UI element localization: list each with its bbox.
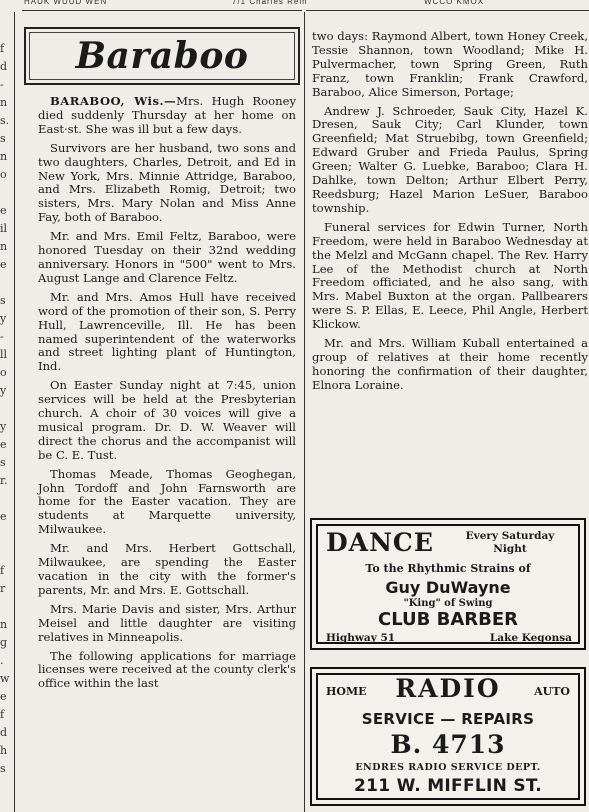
gutter-fragment: n [0,150,8,163]
paragraph-text: Mrs. Marie Davis and sister, Mrs. Arthur Meisel and little daughter are visiting relatives in Minneapolis. [38,601,296,644]
radio-right-tag: AUTO [534,685,570,698]
article-paragraph [38,95,296,137]
gutter-fragment: y [0,312,7,325]
radio-address: 211 W. MIFFLIN ST. [353,776,543,796]
gutter-fragment: y [0,420,7,433]
gutter-fragment: e [0,510,7,523]
paragraph-text: two days: Raymond Albert, town Honey Creek, Tessie Shannon, town Woodland; Mike H. Pulvermacher, town Spring Green, Ruth Franz, town Franklin; Frank Crawford, Baraboo, Alice Simerson, Portage; [312,29,588,99]
paragraph-text: Mr. and Mrs. Herbert Gottschall, Milwaukee, are spending the Easter vacation in the city with the former's parents, Mr. and Mrs. E. Gottschall. [38,541,296,597]
header-fragment: 7/1 Charles Rein [232,0,308,6]
dance-lake: Lake Kegonsa [489,632,572,644]
header-fragment: HAUK WUUD WEN [24,0,108,6]
dance-schedule: Every Saturday Night [465,530,555,555]
article-paragraph [38,142,296,225]
gutter-fragment: o [0,168,7,181]
header-strip [24,0,584,9]
article-paragraph [312,30,588,100]
paragraph-text: Funeral services for Edwin Turner, North Freedom, were held in Baraboo Wednesday at the Melzl and McGann chapel. The Rev. Harry Lee of the Methodist church at North Freedom officiated, and he also sang, with Mrs. Mabel Buxton at the organ. Pallbearers were S. P. Ellas, E. Leece, Phil Angle, Herbert Klickow. [312,219,588,332]
gutter-fragment: s [0,762,6,775]
radio-dept: ENDRES RADIO SERVICE DEPT. [355,762,541,773]
masthead-title: Baraboo [75,35,249,77]
gutter-fragment: w [0,672,10,685]
radio-service: SERVICE — REPAIRS [361,710,535,728]
top-rule [306,10,589,11]
top-rule [22,10,302,11]
gutter-fragment: e [0,258,7,271]
gutter-fragment: s [0,456,6,469]
gutter-fragment: e [0,438,7,451]
paragraph-text: Survivors are her husband, two sons and two daughters, Charles, Detroit, and Ed in New York, Mrs. Minnie Attridge, Baraboo, and Mrs. Elizabeth Romig, Detroit; two sisters, Mrs. Mary Nolan and Miss Anne Fay, both of Baraboo. [38,140,296,225]
gutter-fragment [0,400,12,418]
radio-left-tag: HOME [326,685,367,698]
gutter-fragment: il [0,222,8,235]
radio-headline: RADIO [395,674,501,703]
article-paragraph [312,105,588,216]
paragraph-text: On Easter Sunday night at 7:45, union services will be held at the Presbyterian church. A choir of 30 voices will give a musical program. Dr. D. W. Weaver will direct the chorus and the accompanist will be C. E. Tust. [38,378,296,462]
article-paragraph [38,603,296,645]
article-paragraph [38,291,296,374]
article-paragraph [38,650,296,692]
paragraph-text: Mr. and Mrs. William Kuball entertained a group of relatives at their home recently honoring the confirmation of their daughter, Elnora Loraine. [312,336,588,392]
gutter-fragment: s. [0,114,10,127]
article-paragraph [312,221,588,332]
gutter-fragment [0,526,12,544]
dateline: BARABOO, Wis.— [50,94,177,108]
gutter-fragment: f [0,708,5,721]
dance-band: Guy DuWayne [385,578,511,597]
dance-strains: To the Rhythmic Strains of [365,562,531,575]
gutter-fragment: - [0,330,4,343]
gutter-fragment: s [0,294,6,307]
gutter-fragment: h [0,744,8,757]
gutter-fragment: - [0,78,4,91]
paragraph-text: Mrs. Hugh Rooney died suddenly Thursday at her home on East·st. She was ill but a few days. [38,94,296,136]
gutter-fragment: n [0,618,8,631]
dance-venue: CLUB BARBER [377,609,519,630]
gutter-fragment: e [0,690,7,703]
gutter-fragment: n [0,96,8,109]
left-gutter-fragments [0,40,12,810]
article-paragraph [312,337,588,393]
gutter-fragment: . [0,654,4,667]
radio-advertisement [310,667,586,806]
dance-highway: Highway 51 [326,632,396,644]
radio-phone: B. 4713 [390,730,506,759]
gutter-fragment: s [0,132,6,145]
gutter-fragment: ll [0,348,8,361]
masthead-box [24,27,300,85]
paragraph-text: Thomas Meade, Thomas Geoghegan, John Tordoff and John Farnsworth are home for the Easter vacation. They are students at Marquette university, Milwaukee. [38,466,296,537]
gutter-fragment [0,598,12,616]
gutter-fragment: f [0,42,5,55]
column-rule [14,12,15,812]
article-paragraph [38,379,296,462]
paragraph-text: The following applications for marriage licenses were received at the county clerk's office within the last [38,648,296,691]
gutter-fragment: d [0,726,8,739]
gutter-fragment: o [0,366,7,379]
article-paragraph [38,230,296,286]
dance-advertisement [310,518,586,650]
article-paragraph [38,468,296,538]
dance-headline: DANCE [326,528,434,557]
right-article-column [312,30,588,398]
gutter-fragment [0,544,12,562]
gutter-fragment: g [0,636,8,649]
gutter-fragment: d [0,60,8,73]
gutter-fragment [0,184,12,202]
paragraph-text: Mr. and Mrs. Emil Feltz, Baraboo, were honored Tuesday on their 32nd wedding anniversary. Honors in "500" went to Mrs. August Lange and Clarence Feltz. [38,229,296,285]
paragraph-text: Andrew J. Schroeder, Sauk City, Hazel K. Dresen, Sauk City; Carl Klunder, town Greenfield; Mat Struebibg, town Greenfield; Edward Gruber and Frieda Paulus, Spring Green; Walter G. Luebke, Baraboo; Clara H. Dahlke, town Delton; Arthur Elbert Perry, Reedsburg; Hazel Marion LeSuer, Baraboo township. [312,103,588,215]
gutter-fragment: n [0,240,8,253]
gutter-fragment: r. [0,474,8,487]
gutter-fragment: f [0,564,5,577]
paragraph-text: Mr. and Mrs. Amos Hull have received word of the promotion of their son, S. Perry Hull, Lawrenceville, Ill. He has been named superintendent of the waterworks and street lighting plant of Huntington, Ind. [38,289,296,374]
gutter-fragment [0,274,12,292]
gutter-fragment [0,490,12,508]
left-article-column [38,95,296,696]
dance-nickname: "King" of Swing [403,598,493,609]
gutter-fragment: y [0,384,7,397]
article-paragraph [38,542,296,598]
header-fragment: WCCO KMOX [424,0,485,6]
gutter-fragment: r [0,582,6,595]
column-rule [304,12,305,812]
gutter-fragment: e [0,204,7,217]
